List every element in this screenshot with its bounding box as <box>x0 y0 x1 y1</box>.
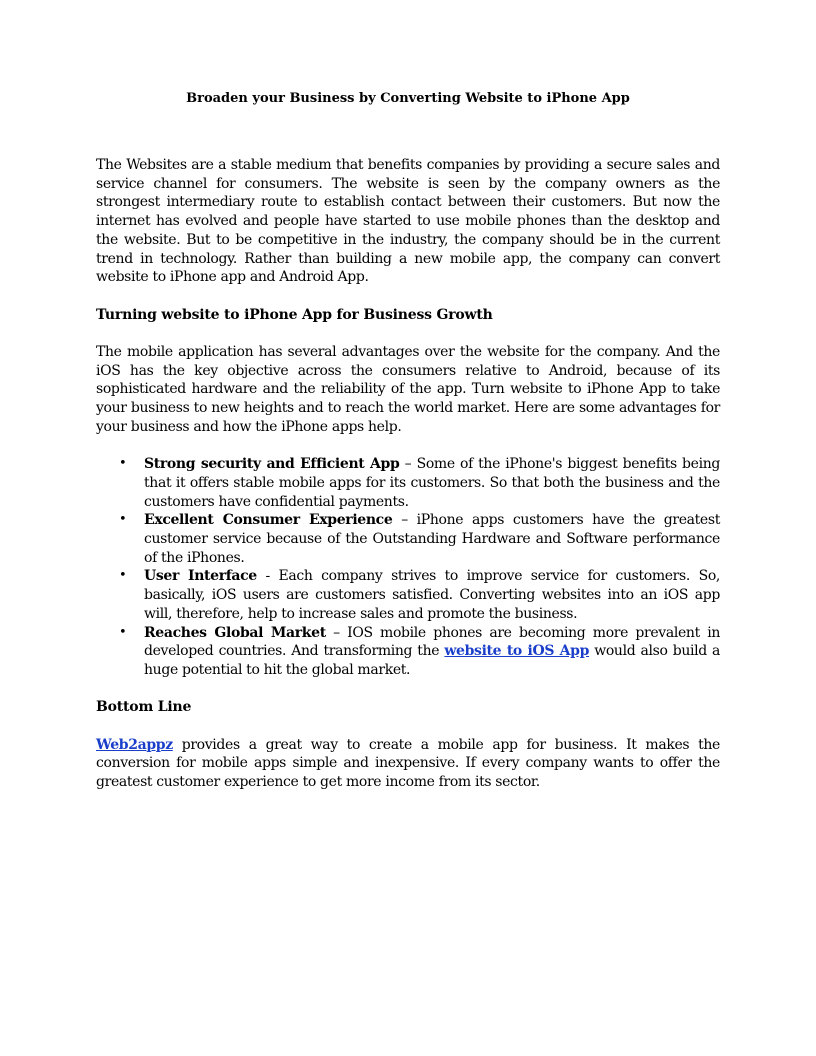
list-item-term: Excellent Consumer Experience <box>144 512 393 529</box>
web2appz-link[interactable]: Web2appz <box>96 736 173 753</box>
bullet-icon: • <box>119 456 127 472</box>
list-item-global-market <box>119 624 721 680</box>
intro-paragraph: The Websites are a stable medium that benefits companies by providing a secure sales and service channel for consumers. The website is seen by the company owners as the strongest intermediary route to establish contact between their customers. But now the internet has evolved and people have started to use mobile phones than the desktop and the website. But to be competitive in the industry, the company should be in the current trend in technology. Rather than building a new mobile app, the company can convert website to iPhone app and Android App. <box>96 157 720 286</box>
list-item-text: would also build a huge potential to hit the global market. <box>144 643 721 678</box>
list-item-text: – Some of the iPhone's biggest benefits being that it offers stable mobile apps for its customers. So that both the business and the customers have confidential payments. <box>144 456 721 510</box>
bottom-line-paragraph <box>96 736 720 792</box>
list-item-text: - Each company strives to improve service for customers. So, basically, iOS users are customers satisfied. Converting websites into an iOS app will, therefore, help to increase sales and promote the business. <box>144 568 720 622</box>
bullet-icon: • <box>119 568 127 584</box>
list-item-text: – iPhone apps customers have the greatest customer service because of the Outstanding Hardware and Software performance of the iPhones. <box>144 512 720 566</box>
section-heading-growth: Turning website to iPhone App for Business Growth <box>96 306 493 323</box>
list-item-text: – IOS mobile phones are becoming more prevalent in developed countries. And transforming the <box>144 624 720 660</box>
website-to-ios-app-link[interactable]: website to iOS App <box>444 643 590 660</box>
bottom-line-text: provides a great way to create a mobile app for business. It makes the conversion for mobile apps simple and inexpensive. If every company wants to offer the greatest customer experience to get more income from its sector. <box>96 736 720 791</box>
growth-paragraph: The mobile application has several advantages over the website for the company. And the iOS has the key objective across the consumers relative to Android, because of its sophisticated hardware and the reliability of the app. Turn website to iPhone App to take your business to new heights and to reach the world market. Here are some advantages for your business and how the iPhone apps help. <box>96 344 720 435</box>
list-item-term: User Interface <box>144 568 257 585</box>
bullet-icon: • <box>119 512 127 528</box>
list-item-security <box>119 455 721 511</box>
section-heading-bottom-line: Bottom Line <box>96 699 192 716</box>
bullet-icon: • <box>119 624 127 640</box>
list-item-interface <box>119 567 720 623</box>
document-page <box>96 90 720 792</box>
advantages-list <box>96 455 720 679</box>
list-item-term: Strong security and Efficient App <box>144 456 400 473</box>
list-item-experience <box>119 511 720 567</box>
document-title: Broaden your Business by Converting Website to iPhone App <box>186 91 630 106</box>
list-item-term: Reaches Global Market <box>144 624 326 641</box>
